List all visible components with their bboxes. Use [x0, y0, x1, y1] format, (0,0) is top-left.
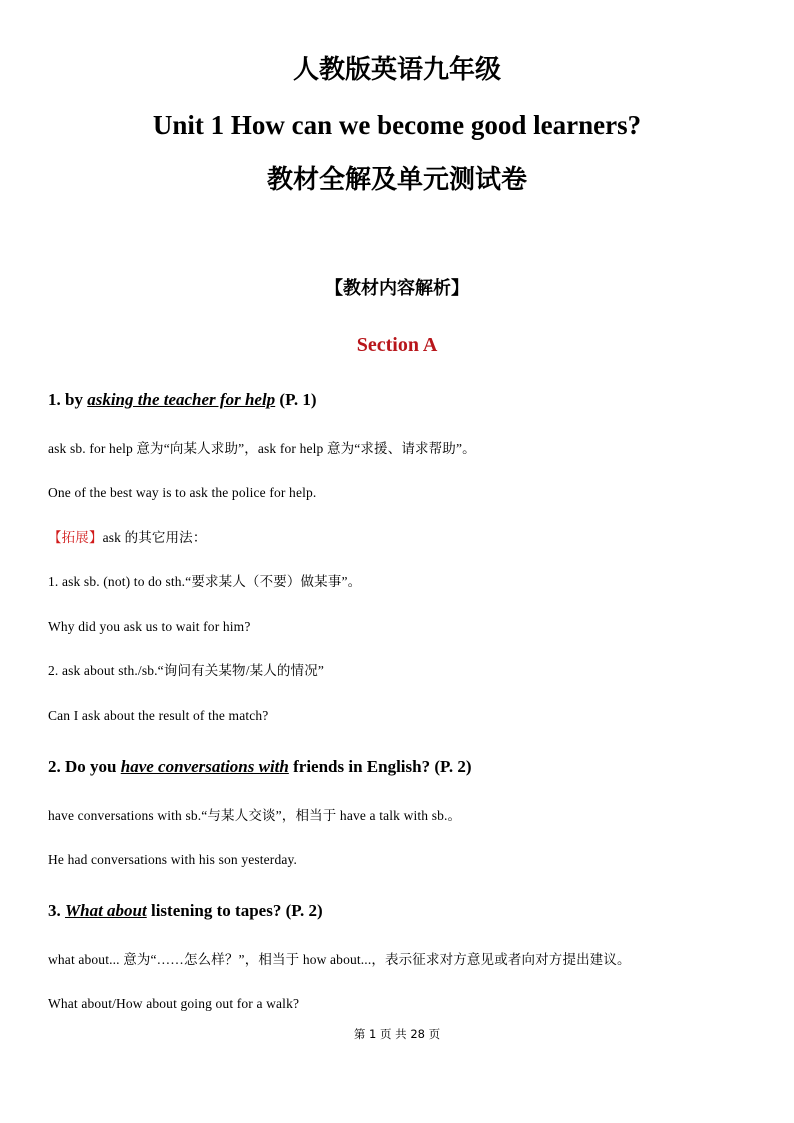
item-1-extension [48, 528, 206, 548]
item-key-phrase: asking the teacher for help [87, 390, 276, 409]
item-key-phrase: What about [65, 901, 147, 920]
extension-line-1: 1. ask sb. (not) to do sth.“要求某人（不要）做某事”。 [48, 574, 362, 589]
item-2-line-2: He had conversations with his son yesterday. [48, 852, 298, 867]
extension-line-4: Can I ask about the result of the match? [48, 708, 269, 723]
extension-line-2: Why did you ask us to wait for him? [48, 619, 251, 634]
item-rest: (P. 1) [275, 390, 317, 409]
extension-line-3: 2. ask about sth./sb.“询问有关某物/某人的情况” [48, 663, 324, 678]
item-3-line-2: What about/How about going out for a walk? [48, 996, 300, 1011]
item-1-heading [48, 389, 317, 411]
item-number: 3. [48, 901, 65, 920]
item-number: 1. by [48, 390, 88, 409]
extension-text: ask 的其它用法： [102, 530, 207, 545]
item-2-heading [48, 756, 472, 778]
item-rest: friends in English? (P. 2) [288, 757, 472, 776]
title-line-3: 教材全解及单元测试卷 [266, 165, 527, 195]
item-3-heading [48, 900, 323, 922]
item-1-line-2: One of the best way is to ask the police for help. [48, 485, 317, 500]
extension-tag: 【拓展】 [48, 530, 103, 545]
item-3-line-1: what about... 意为“……怎么样？”，相当于 how about...，表示征求对方意见或者向对方提出建议。 [48, 952, 631, 967]
item-number: 2. Do you [48, 757, 121, 776]
item-1-line-1: ask sb. for help 意为“向某人求助”，ask for help 意为“求援、请求帮助”。 [48, 441, 476, 456]
title-line-2: Unit 1 How can we become good learners? [152, 110, 642, 140]
contents-heading: 【教材内容解析】 [325, 278, 469, 299]
item-key-phrase: have conversations with [120, 757, 289, 776]
item-rest: listening to tapes? (P. 2) [146, 901, 323, 920]
section-title: Section A [356, 334, 438, 356]
page-footer: 第 1 页 共 28 页 [353, 1027, 441, 1041]
item-2-line-1: have conversations with sb.“与某人交谈”，相当于 have a talk with sb.。 [48, 808, 462, 823]
title-line-1: 人教版英语九年级 [292, 55, 501, 85]
